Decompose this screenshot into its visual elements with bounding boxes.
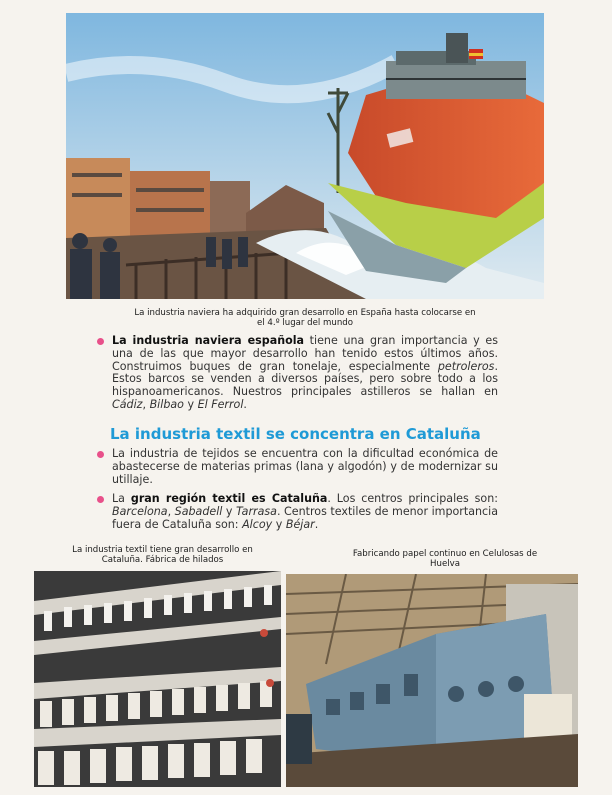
- bullet-icon: [97, 451, 104, 458]
- city-sabadell: Sabadell: [174, 504, 223, 518]
- textile-paragraph-1-text: La industria de tejidos se encuentra con la dificultad económica de abastecerse de materias primas (lana y algodón) y de modernizar su utillaje.: [112, 447, 498, 486]
- textile-2-and-2: y: [272, 517, 286, 531]
- naval-lead: La industria naviera española: [112, 334, 305, 347]
- shipyard-ferrol: El Ferrol: [197, 397, 244, 411]
- naval-text-1: tiene una gran importancia y es una de las que mayor desarrollo han tenido estos últimos años. Construimos buques de gran tonelaje, especialmente: [112, 334, 498, 373]
- textile-2-comma: ,: [167, 504, 175, 518]
- textile-paragraph-2: [112, 493, 498, 531]
- ship-caption-line-2: el 4.º lugar del mundo: [256, 318, 354, 328]
- city-tarrasa: Tarrasa: [236, 504, 277, 518]
- paper-photo-caption: [320, 549, 570, 569]
- city-alcoy: Alcoy: [242, 517, 273, 531]
- section-heading: La industria textil se concentra en Cataluña: [110, 425, 481, 443]
- naval-text-2: . Estos barcos se venden a diversos países, pero sobre todo a los hispanoamericanos. Nuestros principales astilleros se hallan en: [112, 359, 498, 399]
- textile-2-end: .: [314, 517, 319, 531]
- textile-photo-caption: [40, 545, 285, 565]
- ship-launch-photo: [66, 13, 544, 299]
- ship-photo-caption: [100, 308, 510, 328]
- petroleros-term: petroleros: [437, 359, 495, 373]
- textile-caption-line-2: Cataluña. Fábrica de hilados: [101, 555, 224, 565]
- ship-caption-line-1: La industria naviera ha adquirido gran desarrollo en España hasta colocarse en: [134, 308, 476, 318]
- naval-end: .: [243, 397, 247, 411]
- paper-caption-line-1: Fabricando papel continuo en Celulosas de: [352, 549, 538, 559]
- textile-2-lead: gran región textil es Cataluña: [130, 492, 328, 505]
- bullet-icon: [97, 338, 104, 345]
- naval-comma: ,: [142, 397, 150, 411]
- paper-machine-photo: [286, 574, 578, 787]
- textile-2-text-2: . Centros textiles de menor importancia fuera de Cataluña son:: [112, 504, 499, 531]
- textile-paragraph-1: [112, 448, 498, 486]
- textile-caption-line-1: La industria textil tiene gran desarrollo en: [72, 545, 253, 555]
- spinning-mill-photo: [34, 571, 281, 787]
- shipyard-bilbao: Bilbao: [149, 397, 184, 411]
- city-barcelona: Barcelona: [112, 504, 168, 518]
- city-bejar: Béjar: [285, 517, 315, 531]
- textile-2-and: y: [222, 504, 237, 518]
- shipyard-cadiz: Cádiz: [112, 397, 143, 411]
- naval-and: y: [183, 397, 198, 411]
- paper-caption-line-2: Huelva: [430, 559, 460, 569]
- textile-2-text-0: La: [112, 492, 131, 505]
- naval-paragraph: [112, 335, 498, 412]
- textile-2-text-1: . Los centros principales son:: [327, 492, 498, 505]
- bullet-icon: [97, 496, 104, 503]
